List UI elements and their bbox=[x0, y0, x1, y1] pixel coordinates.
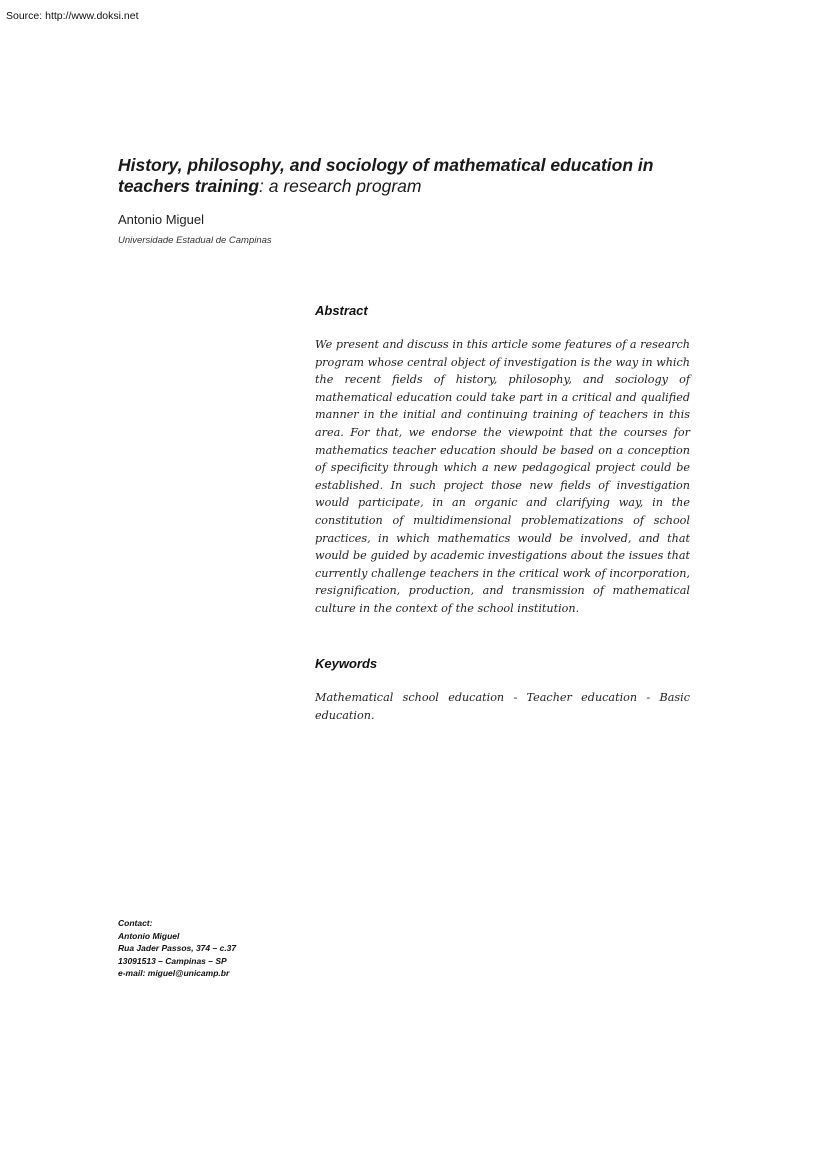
keywords-text: Mathematical school education - Teacher education - Basic education. bbox=[315, 691, 690, 722]
keywords-heading: Keywords bbox=[315, 656, 378, 671]
contact-block bbox=[118, 917, 236, 980]
abstract-text: We present and discuss in this article some features of a research program whose central object of investigation is the way in which the recent fields of history, philosophy, and sociology of mathematical education could take part in a critical and qualified manner in the initial and continuing training of teachers in this area. For that, we endorse the viewpoint that the courses for mathematics teacher education should be based on a conception of specificity through which a new pedagogical project could be established. In such project those new fields of investigation would participate, in an organic and clarifying way, in the constitution of multidimensional problematizations of school practices, in which mathematics would be involved, and that would be guided by academic investigations about the issues that currently challenge teachers in the critical work of incorporation, resignification, production, and transmission of mathematical culture in the context of the school institution. bbox=[315, 338, 690, 615]
abstract-heading: Abstract bbox=[315, 303, 368, 318]
contact-city: 13091513 – Campinas – SP bbox=[118, 955, 227, 966]
contact-label: Contact: bbox=[118, 918, 153, 928]
paper-title bbox=[118, 155, 718, 197]
contact-name: Antonio Miguel bbox=[118, 930, 180, 941]
title-subtitle: : a research program bbox=[259, 176, 422, 196]
contact-email: e-mail: miguel@unicamp.br bbox=[118, 968, 230, 979]
author-name: Antonio Miguel bbox=[118, 212, 204, 227]
author-affiliation: Universidade Estadual de Campinas bbox=[118, 235, 272, 246]
contact-street: Rua Jader Passos, 374 – c.37 bbox=[118, 943, 237, 954]
title-main: History, philosophy, and sociology of mathematical education in teachers training bbox=[118, 155, 654, 196]
source-line: Source: http://www.doksi.net bbox=[6, 10, 139, 22]
